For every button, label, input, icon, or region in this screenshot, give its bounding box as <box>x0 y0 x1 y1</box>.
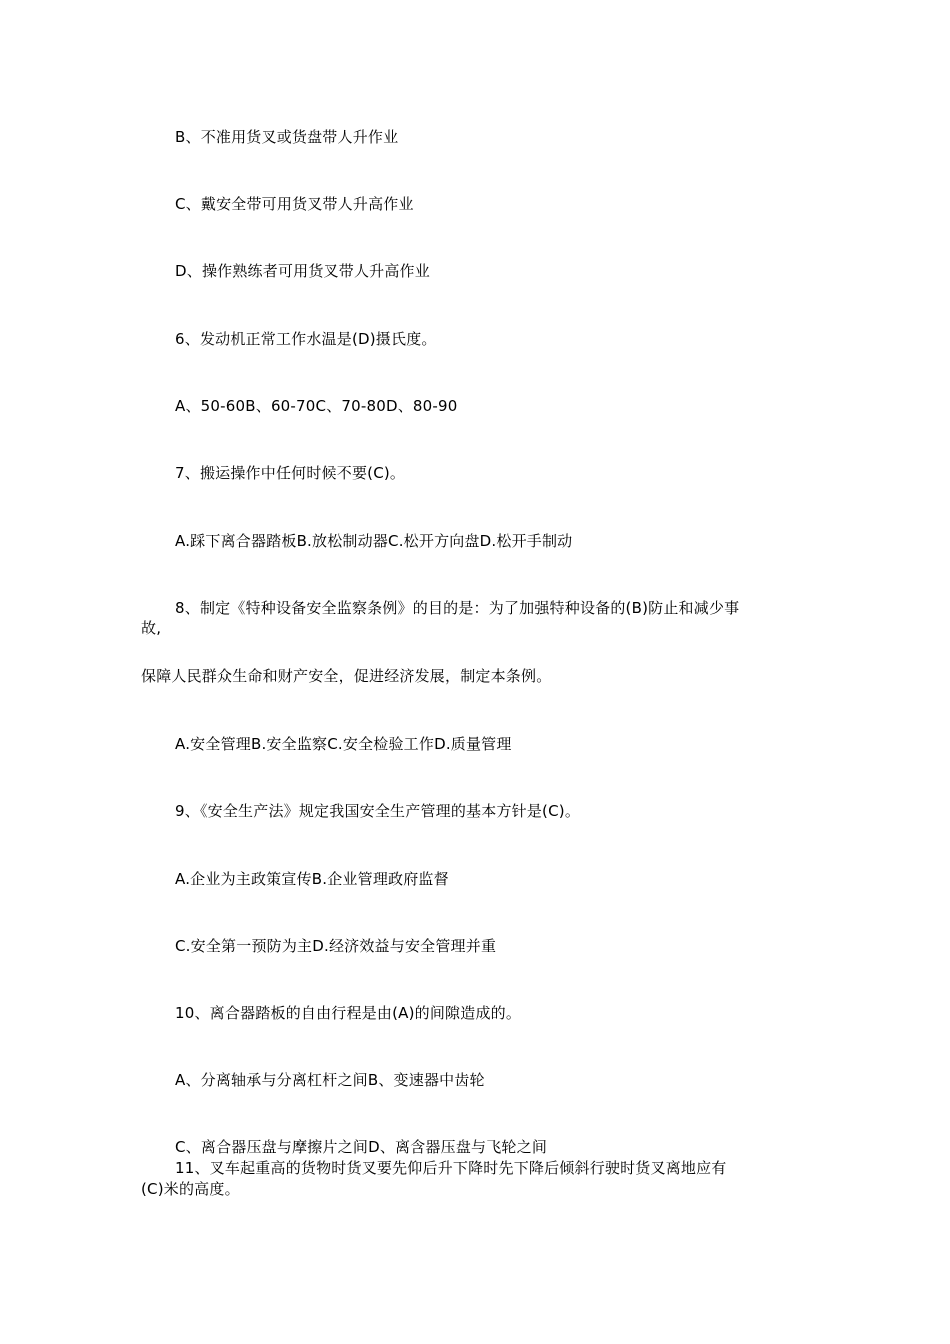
options-line-q7: A.踩下离合器踏板B.放松制动器C.松开方向盘D.松开手制动 <box>175 532 573 550</box>
options-line-q9-ab: A.企业为主政策宣传B.企业管理政府监督 <box>175 870 449 888</box>
options-line-q8: A.安全管理B.安全监察C.安全检验工作D.质量管理 <box>175 735 512 753</box>
options-line-q6: A、50-60B、60-70C、70-80D、80-90 <box>175 397 458 415</box>
question-line-8-continuation: 保障人民群众生命和财产安全，促进经济发展，制定本条例。 <box>141 667 552 685</box>
question-line-8-wrap: 故, <box>141 619 162 637</box>
question-line-6: 6、发动机正常工作水温是(D)摄氏度。 <box>175 330 437 348</box>
question-line-11: 11、叉车起重高的货物时货叉要先仰后升下降时先下降后倾斜行驶时货叉离地应有 <box>175 1159 727 1177</box>
question-line-11-continuation: (C)米的高度。 <box>141 1180 240 1198</box>
question-line-10: 10、离合器踏板的自由行程是由(A)的间隙造成的。 <box>175 1004 522 1022</box>
option-line-q5-c: C、戴安全带可用货叉带人升高作业 <box>175 195 414 213</box>
question-line-8: 8、制定《特种设备安全监察条例》的目的是：为了加强特种设备的(B)防止和减少事 <box>175 599 740 617</box>
options-line-q9-cd: C.安全第一预防为主D.经济效益与安全管理并重 <box>175 937 497 955</box>
question-line-7: 7、搬运操作中任何时候不要(C)。 <box>175 464 406 482</box>
options-line-q10-ab: A、分离轴承与分离杠杆之间B、变速器中齿轮 <box>175 1071 485 1089</box>
option-line-q5-d: D、操作熟练者可用货叉带人升高作业 <box>175 262 430 280</box>
options-line-q10-cd: C、离合器压盘与摩擦片之间D、离含器压盘与飞轮之间 <box>175 1138 548 1156</box>
question-line-9: 9、《安全生产法》规定我国安全生产管理的基本方针是(C)。 <box>175 802 581 820</box>
option-line-q5-b: B、不准用货叉或货盘带人升作业 <box>175 128 399 146</box>
